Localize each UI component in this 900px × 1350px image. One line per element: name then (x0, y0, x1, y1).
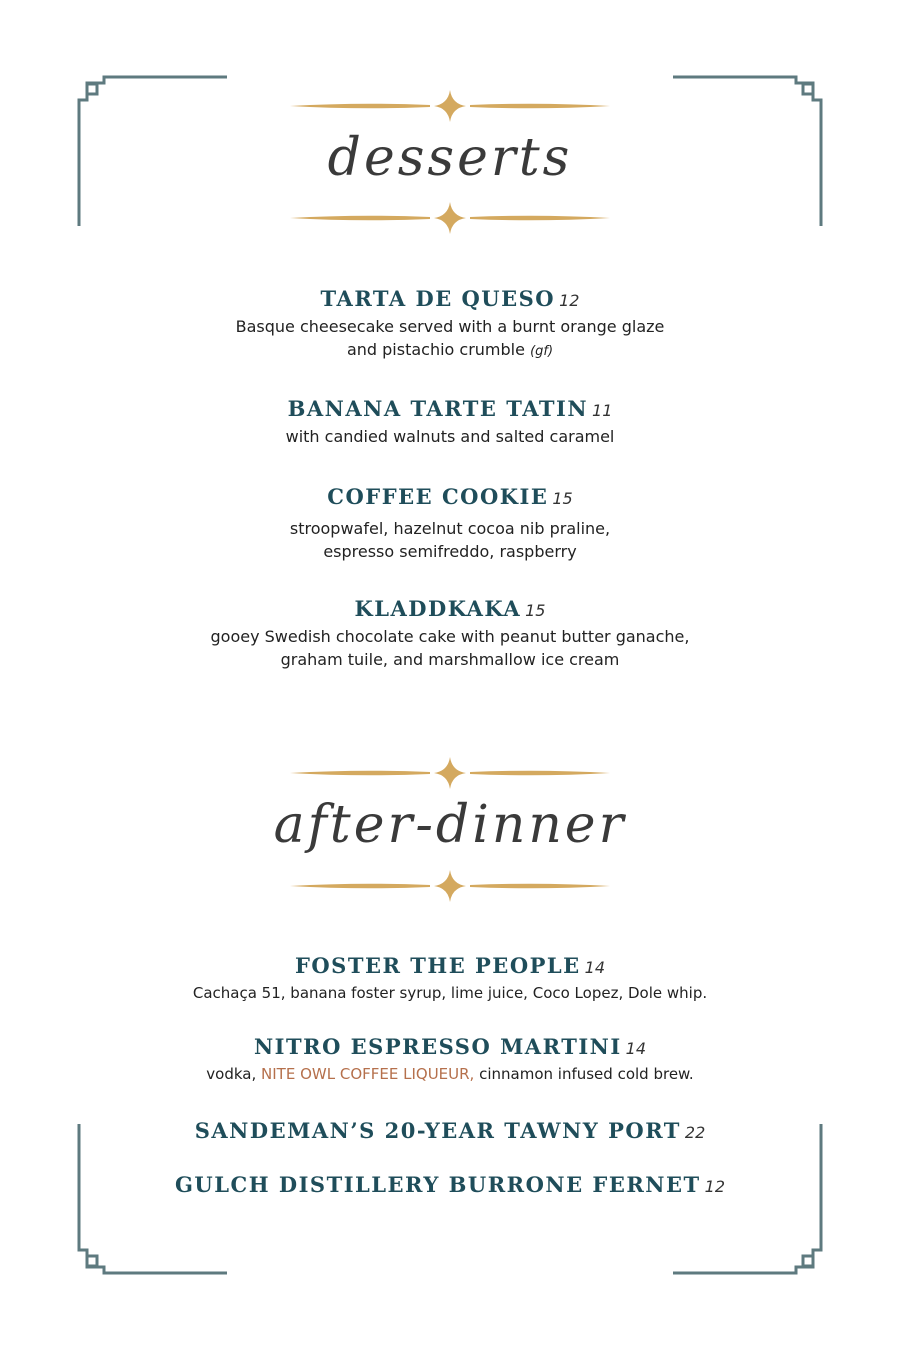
description-line: graham tuile, and marshmallow ice cream (280, 650, 620, 669)
item-name: NITRO ESPRESSO MARTINI (253, 1034, 622, 1059)
menu-item (0, 1118, 900, 1143)
item-description (0, 517, 900, 563)
item-name: COFFEE COOKIE (327, 484, 549, 509)
description-line: stroopwafel, hazelnut cocoa nib praline, (289, 519, 611, 538)
gluten-free-note: (gf) (530, 344, 554, 359)
item-name: SANDEMAN’S 20-YEAR TAWNY PORT (194, 1118, 681, 1143)
description-text: and pistachio crumble (346, 340, 525, 359)
gold-star-divider (290, 88, 610, 124)
item-price: 14 (584, 958, 606, 977)
gold-star-divider (290, 200, 610, 236)
description-line: with candied walnuts and salted caramel (285, 427, 615, 446)
item-name-row (0, 286, 900, 311)
after-dinner-section-title: after-dinner (273, 795, 627, 855)
item-description (0, 625, 900, 671)
menu-item (0, 484, 900, 563)
item-name-row (0, 953, 900, 978)
menu-item (0, 286, 900, 363)
description-line: Basque cheesecake served with a burnt orange glaze (235, 317, 665, 336)
item-price: 15 (552, 489, 573, 508)
description-text: cinnamon infused cold brew. (474, 1065, 694, 1083)
item-description (0, 315, 900, 363)
menu-item (0, 953, 900, 1005)
menu-item (0, 1172, 900, 1197)
item-name-row (0, 1034, 900, 1059)
liqueur-highlight: NITE OWL COFFEE LIQUEUR, (261, 1065, 475, 1083)
item-price: 14 (625, 1039, 647, 1058)
item-name: BANANA TARTE TATIN (287, 396, 589, 421)
menu-item (0, 396, 900, 448)
item-name-row (0, 1172, 900, 1197)
description-text: vodka, (206, 1065, 262, 1083)
gold-star-divider (290, 755, 610, 791)
item-description: Cachaça 51, banana foster syrup, lime juice, Coco Lopez, Dole whip. (192, 984, 708, 1002)
item-price: 11 (592, 401, 613, 420)
item-price: 12 (704, 1177, 725, 1196)
item-name: GULCH DISTILLERY BURRONE FERNET (174, 1172, 701, 1197)
item-name-row (0, 596, 900, 621)
item-name-row (0, 484, 900, 509)
item-name-row (0, 1118, 900, 1143)
menu-item (0, 1034, 900, 1086)
item-price: 12 (559, 291, 580, 310)
description-line: gooey Swedish chocolate cake with peanut butter ganache, (210, 627, 690, 646)
item-name-row (0, 396, 900, 421)
desserts-section-title: desserts (327, 128, 573, 188)
item-description (0, 425, 900, 448)
item-description (0, 1063, 900, 1086)
item-price: 15 (525, 601, 546, 620)
item-name: TARTA DE QUESO (320, 286, 556, 311)
item-name: FOSTER THE PEOPLE (294, 953, 581, 978)
menu-item (0, 596, 900, 671)
gold-star-divider (290, 868, 610, 904)
item-name: KLADDKAKA (354, 596, 522, 621)
description-line: espresso semifreddo, raspberry (323, 542, 577, 561)
description-line (0, 338, 900, 363)
item-price: 22 (684, 1123, 706, 1142)
